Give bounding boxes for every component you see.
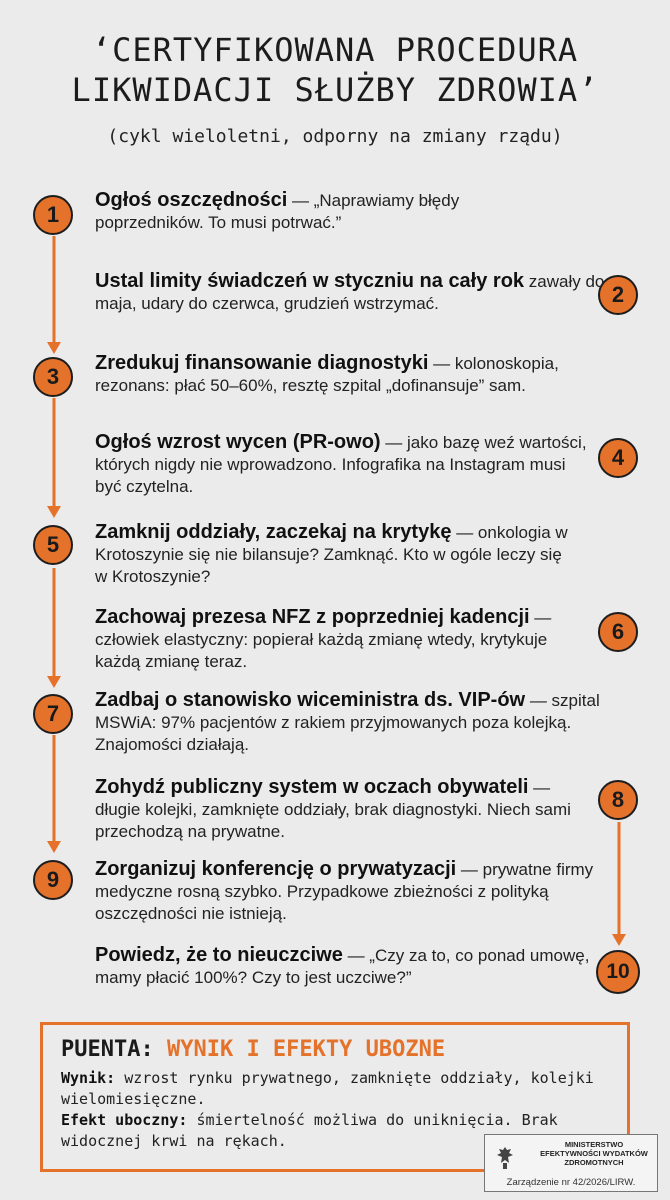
step-7-text: — szpital MSWiA: 97% pacjentów z rakiem przyjmowanych poza kolejką. Znajomości działają. [95,691,600,754]
step-1-head: Ogłoś oszczędności [95,189,288,211]
wynik-label: Wynik: [61,1069,116,1087]
step-10-head: Powiedz, że to nieuczciwe [95,944,343,966]
puenta-heading [61,1037,609,1062]
step-4 [95,431,590,498]
arrow-left-5-7 [45,568,63,688]
stamp-reference: Zarządzenie nr 42/2026/LIRW. [506,1177,636,1188]
step-5-text: — onkologia w Krotoszynie się nie bilansuje? Zamknąć. Kto w ogóle leczy się w Krotoszynie? [95,523,568,586]
step-10-text: — „Czy za to, co ponad umowę, mamy płacić 100%? Czy to jest uczciwe?” [95,946,590,987]
title-line-2: LIKWIDACJI SŁUŻBY ZDROWIA’ [71,71,599,109]
title-line-1: ‘CERTYFIKOWANA PROCEDURA [91,31,579,69]
step-6-text: — człowiek elastyczny: popierał każdą zmianę wtedy, krytykuje każdą zmianę teraz. [95,608,552,671]
stamp-line-3: ZDROMOTNYCH [564,1158,624,1167]
arrow-left-3-5 [45,398,63,518]
ministry-stamp [484,1134,658,1192]
step-badge-2: 2 [598,275,638,315]
eagle-emblem-icon [495,1145,515,1171]
step-badge-6: 6 [598,612,638,652]
step-badge-4: 4 [598,438,638,478]
step-6 [95,606,595,673]
wynik-text: wzrost rynku prywatnego, zamknięte oddziały, kolejki wielomiesięczne. [61,1069,594,1108]
step-badge-3: 3 [33,357,73,397]
stamp-line-2: EFEKTYWNOŚCI WYDATKÓW [540,1149,648,1158]
step-3 [95,352,615,397]
step-5 [95,521,575,588]
step-badge-5: 5 [33,525,73,565]
arrow-left-7-9 [45,735,63,853]
step-8 [95,776,595,843]
step-3-head: Zredukuj finansowanie diagnostyki [95,352,429,374]
step-5-head: Zamknij oddziały, zaczekaj na krytykę [95,521,452,543]
step-2 [95,270,605,315]
step-8-text: — długie kolejki, zamknięte oddziały, brak diagnostyki. Niech sami przechodzą na prywatne. [95,778,571,841]
step-2-head: Ustal limity świadczeń w styczniu na cały rok [95,270,525,292]
puenta-wynik [61,1068,609,1110]
arrow-right-8-10 [610,822,628,946]
efekt-text: śmiertelność możliwa do uniknięcia. Brak widocznej krwi na rękach. [61,1111,558,1150]
step-4-text: — jako bazę weź wartości, których nigdy nie wprowadzono. Infografika na Instagram musi być czytelna. [95,433,587,496]
efekt-label: Efekt uboczny: [61,1111,188,1129]
arrow-left-1-3 [45,236,63,354]
step-2-text: zawały do maja, udary do czerwca, grudzień wstrzymać. [95,272,605,313]
stamp-line-1: MINISTERSTWO [564,1140,624,1149]
puenta-accent: WYNIK I EFEKTY UBOZNE [166,1037,446,1062]
page-title [0,30,670,110]
puenta-label: PUENTA: [61,1037,154,1062]
step-9 [95,858,595,925]
step-badge-1: 1 [33,195,73,235]
subtitle: (cykl wieloletni, odporny na zmiany rządu) [107,126,563,147]
step-badge-7: 7 [33,694,73,734]
step-3-text: — kolonoskopia, rezonans: płać 50–60%, resztę szpital „dofinansuje” sam. [95,354,559,395]
step-1-text: — „Naprawiamy błędy poprzedników. To musi potrwać.” [95,191,460,232]
step-badge-10: 10 [596,950,640,994]
step-6-head: Zachowaj prezesa NFZ z poprzedniej kadencji [95,606,530,628]
step-badge-9: 9 [33,860,73,900]
stamp-text [535,1140,653,1167]
step-9-text: — prywatne firmy medyczne rosną szybko. Przypadkowe zbieżności z polityką oszczędności nie istnieją. [95,860,594,923]
step-9-head: Zorganizuj konferencję o prywatyzacji [95,858,457,880]
step-1 [95,189,525,234]
step-7-head: Zadbaj o stanowisko wiceministra ds. VIP-ów [95,689,526,711]
step-4-head: Ogłoś wzrost wycen (PR-owo) [95,431,381,453]
step-badge-8: 8 [598,780,638,820]
step-10 [95,944,590,989]
step-7 [95,689,600,756]
step-8-head: Zohydź publiczny system w oczach obywateli [95,776,529,798]
